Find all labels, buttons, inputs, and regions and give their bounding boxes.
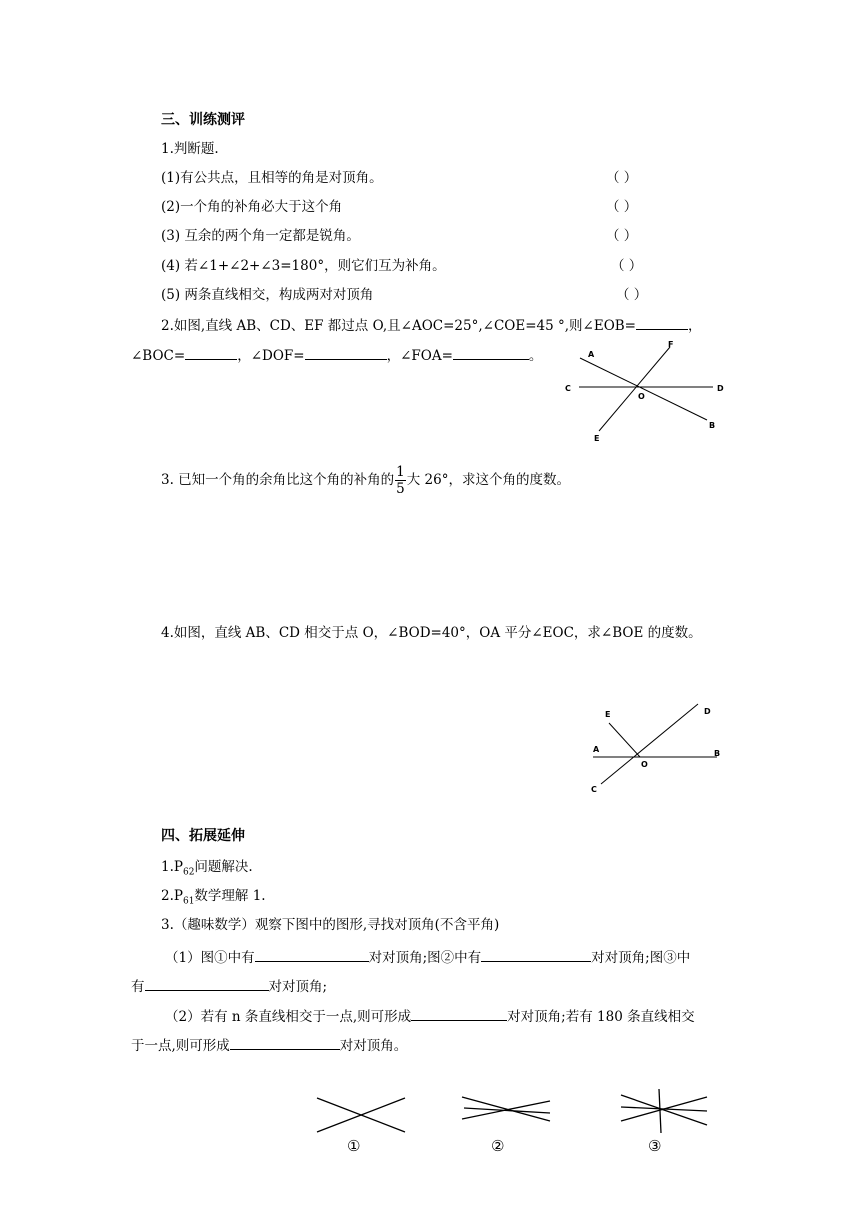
part-2-c: 于一点,则可形成 xyxy=(131,1038,230,1054)
q2-line1 xyxy=(161,315,702,335)
part-2-line2 xyxy=(131,1035,407,1055)
q3-before: 3. 已知一个角的余角比这个角的补角的 xyxy=(161,472,395,488)
fraction-numerator: 1 xyxy=(396,464,405,480)
figure-four-lines xyxy=(615,1085,715,1135)
part-1-line2 xyxy=(131,976,327,996)
answer-paren-4[interactable]: （ ） xyxy=(611,258,643,274)
q2-foa: ，∠FOA= xyxy=(386,348,453,364)
label-d: D xyxy=(717,384,724,393)
figure-label-2: ② xyxy=(491,1137,505,1155)
figure-label-3: ③ xyxy=(648,1137,662,1155)
item-1-pre: 1.P xyxy=(161,859,183,875)
answer-paren-3[interactable]: （ ） xyxy=(606,228,638,244)
part-2-b: 对对顶角;若有 180 条直线相交 xyxy=(507,1009,695,1025)
label-b: B xyxy=(709,421,716,430)
figure-q2 xyxy=(555,335,755,445)
statement-2: (2)一个角的补角必大于这个角 xyxy=(161,199,343,215)
item-1-post: 问题解决. xyxy=(194,859,253,875)
label-f: F xyxy=(668,340,674,349)
item-3: 3.（趣味数学）观察下图中的图形,寻找对顶角(不含平角) xyxy=(161,917,500,933)
label-c: C xyxy=(565,384,571,393)
fraction-one-fifth xyxy=(395,464,406,497)
blank-dof[interactable] xyxy=(305,345,387,360)
answer-paren-2[interactable]: （ ） xyxy=(606,199,638,215)
line-cd-q4 xyxy=(601,704,698,784)
blank-foa[interactable] xyxy=(453,345,529,360)
item-2-post: 数学理解 1. xyxy=(194,888,266,904)
label-c-q4: C xyxy=(591,785,597,794)
blank-boc[interactable] xyxy=(185,345,237,360)
label-e-q4: E xyxy=(605,710,611,719)
label-a-q4: A xyxy=(593,745,600,754)
item-2-pre: 2.P xyxy=(161,888,183,904)
q2-boc: ∠BOC= xyxy=(131,348,186,364)
part-1-e: 对对顶角; xyxy=(268,979,328,995)
blank-fig1[interactable] xyxy=(255,947,369,962)
item-2-sub: 61 xyxy=(182,896,195,907)
q3-after: 大 26°，求这个角的度数。 xyxy=(406,472,570,488)
q4: 4.如图，直线 AB、CD 相交于点 O，∠BOD=40°，OA 平分∠EOC，求∠BOE 的度数。 xyxy=(161,625,702,641)
part-1-d: 有 xyxy=(131,979,145,995)
blank-fig2[interactable] xyxy=(481,947,591,962)
item-1-sub: 62 xyxy=(182,867,195,878)
section3-heading: 三、训练测评 xyxy=(161,112,245,128)
q2-end: 。 xyxy=(528,348,543,364)
part-2-a: （2）若有 n 条直线相交于一点,则可形成 xyxy=(165,1009,412,1025)
section4-heading: 四、拓展延伸 xyxy=(161,828,245,844)
line-ab xyxy=(580,358,707,420)
item-2 xyxy=(161,887,266,911)
label-b-q4: B xyxy=(714,749,721,758)
part-2-line1 xyxy=(165,1006,695,1026)
blank-n-lines[interactable] xyxy=(411,1006,507,1021)
item-1 xyxy=(161,858,253,882)
part-2-d: 对对顶角。 xyxy=(339,1038,408,1054)
label-a: A xyxy=(588,350,595,359)
q2-text: 2.如图,直线 AB、CD、EF 都过点 O,且∠AOC=25°,∠COE=45 °,则∠EOB= xyxy=(161,318,636,334)
line-ef xyxy=(599,347,670,431)
label-e: E xyxy=(594,434,600,443)
part-1-line1 xyxy=(165,947,690,967)
figure-q4 xyxy=(585,700,735,800)
label-d-q4: D xyxy=(704,707,711,716)
answer-paren-1[interactable]: （ ） xyxy=(606,170,638,186)
answer-paren-5[interactable]: （ ） xyxy=(616,287,648,303)
statement-1: (1)有公共点，且相等的角是对顶角。 xyxy=(161,170,383,186)
statement-4: (4) 若∠1+∠2+∠3=180°，则它们互为补角。 xyxy=(161,258,446,274)
blank-180-lines[interactable] xyxy=(230,1035,340,1050)
q2-dof: ，∠DOF= xyxy=(237,348,305,364)
statement-3: (3) 互余的两个角一定都是锐角。 xyxy=(161,228,360,244)
label-o-q4: O xyxy=(641,760,648,769)
q2-line2 xyxy=(131,345,542,365)
q3 xyxy=(161,463,570,497)
part-1-c: 对对顶角;图③中 xyxy=(591,950,691,966)
blank-eob[interactable] xyxy=(636,315,688,330)
figure-three-lines xyxy=(458,1093,558,1133)
figure-two-lines xyxy=(313,1090,413,1140)
ray-oe xyxy=(609,723,640,757)
part-1-a: （1）图①中有 xyxy=(165,950,255,966)
label-o: O xyxy=(638,392,645,401)
blank-fig3[interactable] xyxy=(145,976,269,991)
fraction-denominator: 5 xyxy=(396,481,405,497)
statement-5: (5) 两条直线相交，构成两对对顶角 xyxy=(161,287,374,303)
figure-label-1: ① xyxy=(347,1137,361,1155)
q2-comma: ， xyxy=(688,318,702,334)
part-1-b: 对对顶角;图②中有 xyxy=(368,950,482,966)
q1-title: 1.判断题. xyxy=(161,141,219,157)
